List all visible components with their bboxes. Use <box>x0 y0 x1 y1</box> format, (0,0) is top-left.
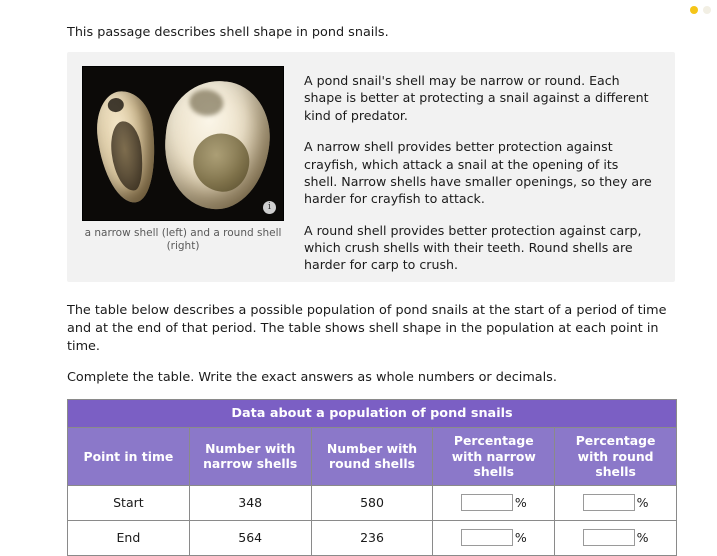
table-title-row <box>68 400 677 428</box>
figure-caption: a narrow shell (left) and a round shell (right) <box>84 227 282 253</box>
cell-round-start: 580 <box>311 485 433 520</box>
percent-symbol: % <box>514 495 527 510</box>
figure <box>82 66 284 253</box>
percent-symbol: % <box>514 530 527 545</box>
cell-narrow-start: 348 <box>189 485 311 520</box>
narrow-shell-image <box>92 88 161 206</box>
header-number-narrow: Number with narrow shells <box>189 428 311 486</box>
input-pct-round-start[interactable] <box>583 494 635 511</box>
header-number-round: Number with round shells <box>311 428 433 486</box>
pct-round-end-wrap <box>559 529 672 546</box>
table-header-row <box>68 428 677 486</box>
table-description-text: The table below describes a possible population of pond snails at the start of a period of time and at the end of that period. The table shows shell shape in the population at each point in time. <box>67 303 667 355</box>
header-percentage-narrow: Percentage with narrow shells <box>433 428 555 486</box>
intro-text: This passage describes shell shape in pond snails. <box>67 25 389 40</box>
cell-point-start: Start <box>68 485 190 520</box>
table-row <box>68 485 677 520</box>
table-row <box>68 520 677 555</box>
cell-point-end: End <box>68 520 190 555</box>
input-pct-narrow-end[interactable] <box>461 529 513 546</box>
cell-pct-round-start <box>555 485 677 520</box>
info-icon[interactable]: i <box>263 201 276 214</box>
passage-panel <box>67 52 675 282</box>
passage-text <box>304 72 654 274</box>
percent-symbol: % <box>636 530 649 545</box>
pct-round-start-wrap <box>559 494 672 511</box>
passage-paragraph-3: A round shell provides better protection against carp, which crush shells with their teeth. Round shells are harder for carp to crush. <box>304 222 642 273</box>
table-title: Data about a population of pond snails <box>68 400 677 428</box>
percent-symbol: % <box>636 495 649 510</box>
cell-round-end: 236 <box>311 520 433 555</box>
yellow-dot-icon <box>690 6 698 14</box>
population-data-table <box>67 399 677 556</box>
header-percentage-round: Percentage with round shells <box>555 428 677 486</box>
pct-narrow-end-wrap <box>437 529 550 546</box>
input-pct-round-end[interactable] <box>583 529 635 546</box>
cell-pct-narrow-start <box>433 485 555 520</box>
cell-pct-narrow-end <box>433 520 555 555</box>
passage-paragraph-1: A pond snail's shell may be narrow or round. Each shape is better at protecting a snail against a different kind of predator. <box>304 73 649 123</box>
cell-pct-round-end <box>555 520 677 555</box>
passage-paragraph-2: A narrow shell provides better protection against crayfish, which attack a snail at the opening of its shell. Narrow shells have smaller openings, so they are harder for crayfish to attack. <box>304 139 652 207</box>
cell-narrow-end: 564 <box>189 520 311 555</box>
pct-narrow-start-wrap <box>437 494 550 511</box>
round-shell-image <box>159 76 276 214</box>
instruction-text: Complete the table. Write the exact answers as whole numbers or decimals. <box>67 370 557 385</box>
shell-photo <box>82 66 284 221</box>
pale-dot-icon <box>703 6 711 14</box>
header-point-in-time: Point in time <box>68 428 190 486</box>
input-pct-narrow-start[interactable] <box>461 494 513 511</box>
window-indicator-dots <box>690 6 711 14</box>
